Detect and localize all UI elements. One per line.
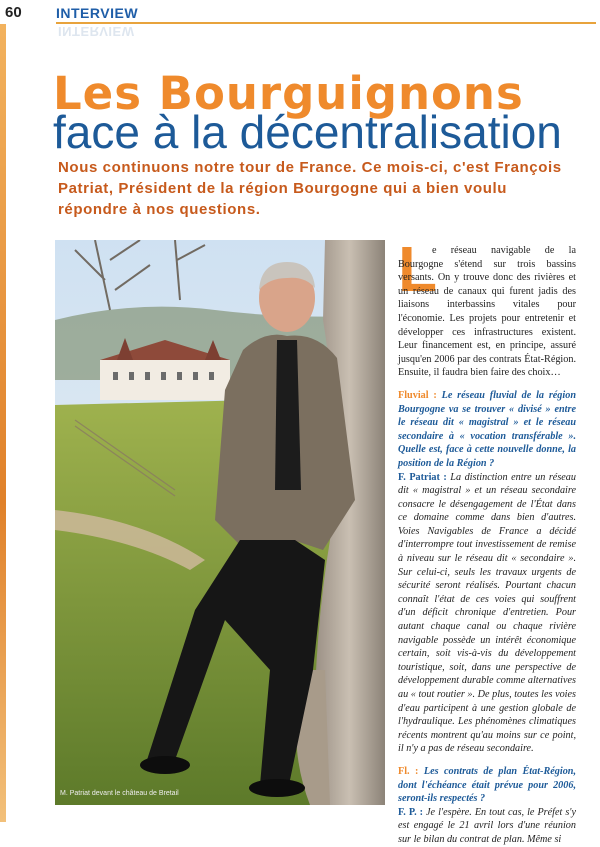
article-column (398, 244, 576, 847)
photo-caption: M. Patriat devant le château de Bretail (60, 790, 179, 797)
answer-2 (398, 806, 576, 847)
page-number: 60 (5, 4, 22, 21)
answer-1-speaker: F. Patriat : (398, 471, 447, 483)
drop-cap: L (398, 233, 438, 305)
lead-paragraph: Nous continuons notre tour de France. Ce mois-ci, c'est François Patriat, Président de la région Bourgogne qui a bien voulu répondre à nos questions. (58, 159, 562, 218)
question-1-text: Le réseau fluvial de la région Bourgogne va se trouver « divisé » entre le réseau dit « magistral » et le réseau secondaire à « vocation transférable ». Quelle est, face à cette nouvelle donne, la position de la Région ? (398, 389, 576, 469)
answer-1-text: La distinction entre un réseau dit « magistral » et un réseau secondaire consacre le désengagement de l'État dans ce domaine comme dans bien d'autres. Voies Navigables de France a décidé d'interrompre tout investissement de remise à niveau sur le réseau dit « secondaire ». Sur celui-ci, seuls les travaux urgents de sécurité seront réalisés. Pourtant chacun connaît l'état de ces voies qui souffrent d'un déficit chronique d'entretien. Pour autant chaque canal ou chaque rivière navigable possède un intérêt économique certain, soit vis-à-vis du développement touristique, soit, dans une perspective de développement durable comme alternatives au « tout routier ». De plus, toutes les voies d'eau participent à une gestion globale de l'hydraulique. Les phénomènes climatiques récents montrent qu'au moins sur ce point, il n'y a pas de réseau secondaire. (398, 471, 576, 755)
intro-text: e réseau navigable de la Bourgogne s'étend sur trois bassins versants. On y trouve donc des rivières et un réseau de canaux qui furent jadis des liaisons interbassins vitales pour l'économie. Les projets pour entretenir et développer ces infrastructures existent. Leur financement est, en principe, assuré jusqu'en 2006 par des contrats État-Région. Ensuite, il faudra bien faire des choix… (398, 245, 576, 379)
section-label: INTERVIEW (56, 5, 139, 21)
question-2 (398, 765, 576, 806)
question-1-speaker: Fluvial : (398, 389, 437, 401)
section-label-reflection: INTERVIEW (58, 24, 135, 39)
headline-line-1: Les Bourguignons (53, 67, 524, 120)
answer-2-speaker: F. P. : (398, 806, 424, 818)
headline-line-2: face à la décentralisation (53, 106, 562, 158)
question-1 (398, 389, 576, 471)
question-2-speaker: Fl. : (398, 765, 419, 777)
portrait-photo-illustration (55, 240, 385, 805)
question-2-text: Les contrats de plan État-Région, dont l'échéance était prévue pour 2006, seront-ils respectés ? (398, 765, 576, 805)
article-intro (398, 244, 576, 380)
portrait-photo (55, 240, 385, 805)
page-edge-strip (0, 24, 6, 822)
section-divider (56, 22, 596, 24)
answer-2-text: Je l'espère. En tout cas, le Préfet s'y est engagé le 21 avril lors d'une réunion sur le bilan du contrat de plan. Même si (398, 806, 576, 845)
answer-1 (398, 471, 576, 756)
